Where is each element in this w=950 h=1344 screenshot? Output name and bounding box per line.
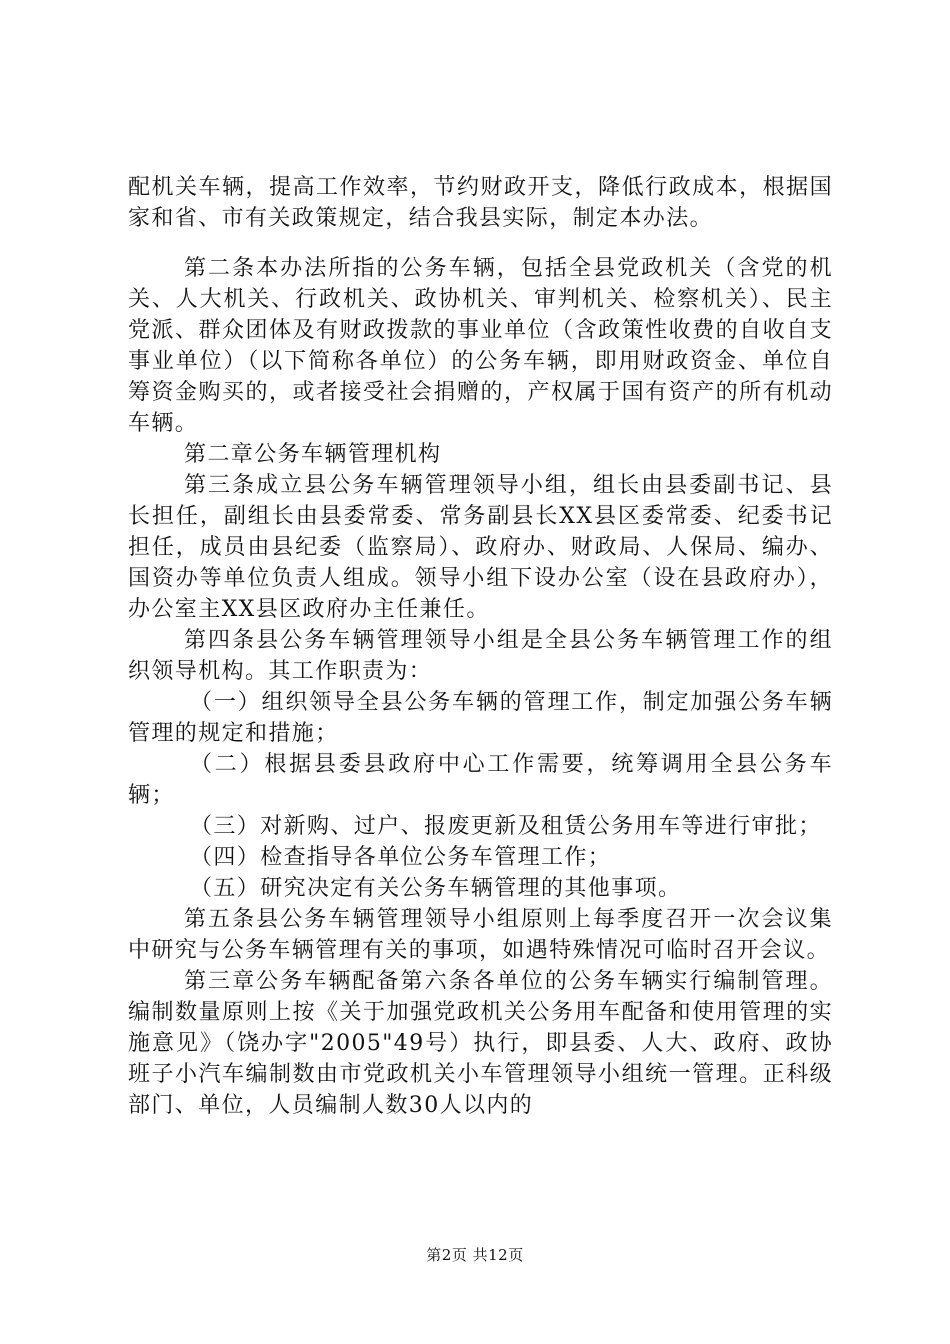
- chapter-3-article-6: 第三章公务车辆配备第六条各单位的公务车辆实行编制管理。编制数量原则上按《关于加强党政机关公务用车配备和使用管理的实施意见》（饶办字"2005"49号）执行，即县委、人大、政府、政协班子小汽车编制数由市党政机关小车管理领导小组统一管理。正科级部门、单位，人员编制人数30人以内的: [128, 969, 833, 1118]
- paragraph-gap: [128, 234, 833, 253]
- duty-item-2: （二）根据县委县政府中心工作需要，统筹调用全县公务车辆；: [128, 752, 833, 808]
- article-5: 第五条县公务车辆管理领导小组原则上每季度召开一次会议集中研究与公务车辆管理有关的事项，如遇特殊情况可临时召开会议。: [128, 907, 833, 963]
- duty-item-4: （四）检查指导各单位公务车管理工作；: [190, 845, 612, 870]
- paragraph-intro-continued: 配机关车辆，提高工作效率，节约财政开支，降低行政成本，根据国家和省、市有关政策规定，结合我县实际，制定本办法。: [128, 175, 833, 231]
- page-number-footer: 第2页 共12页: [426, 1246, 524, 1264]
- article-3: 第三条成立县公务车辆管理领导小组，组长由县委副书记、县长担任，副组长由县委常委、常务副县长XX县区委常委、纪委书记担任，成员由县纪委（监察局）、政府办、财政局、人保局、编办、国资办等单位负责人组成。领导小组下设办公室（设在县政府办），办公室主XX县区政府办主任兼任。: [128, 473, 833, 622]
- duty-item-1: （一）组织领导全县公务车辆的管理工作，制定加强公务车辆管理的规定和措施；: [128, 690, 833, 746]
- article-4: 第四条县公务车辆管理领导小组是全县公务车辆管理工作的组织领导机构。其工作职责为：: [128, 628, 833, 684]
- chapter-2-heading: 第二章公务车辆管理机构: [184, 442, 442, 467]
- document-body: [128, 172, 833, 1121]
- duty-item-5: （五）研究决定有关公务车辆管理的其他事项。: [190, 876, 682, 901]
- article-2: 第二条本办法所指的公务车辆，包括全县党政机关（含党的机关、人大机关、行政机关、政协机关、审判机关、检察机关）、民主党派、群众团体及有财政拨款的事业单位（含政策性收费的自收自支事业单位）（以下简称各单位）的公务车辆，即用财政资金、单位自筹资金购买的，或者接受社会捐赠的，产权属于国有资产的所有机动车辆。: [128, 256, 833, 436]
- duty-item-3: （三）对新购、过户、报废更新及租赁公务用车等进行审批；: [190, 814, 822, 839]
